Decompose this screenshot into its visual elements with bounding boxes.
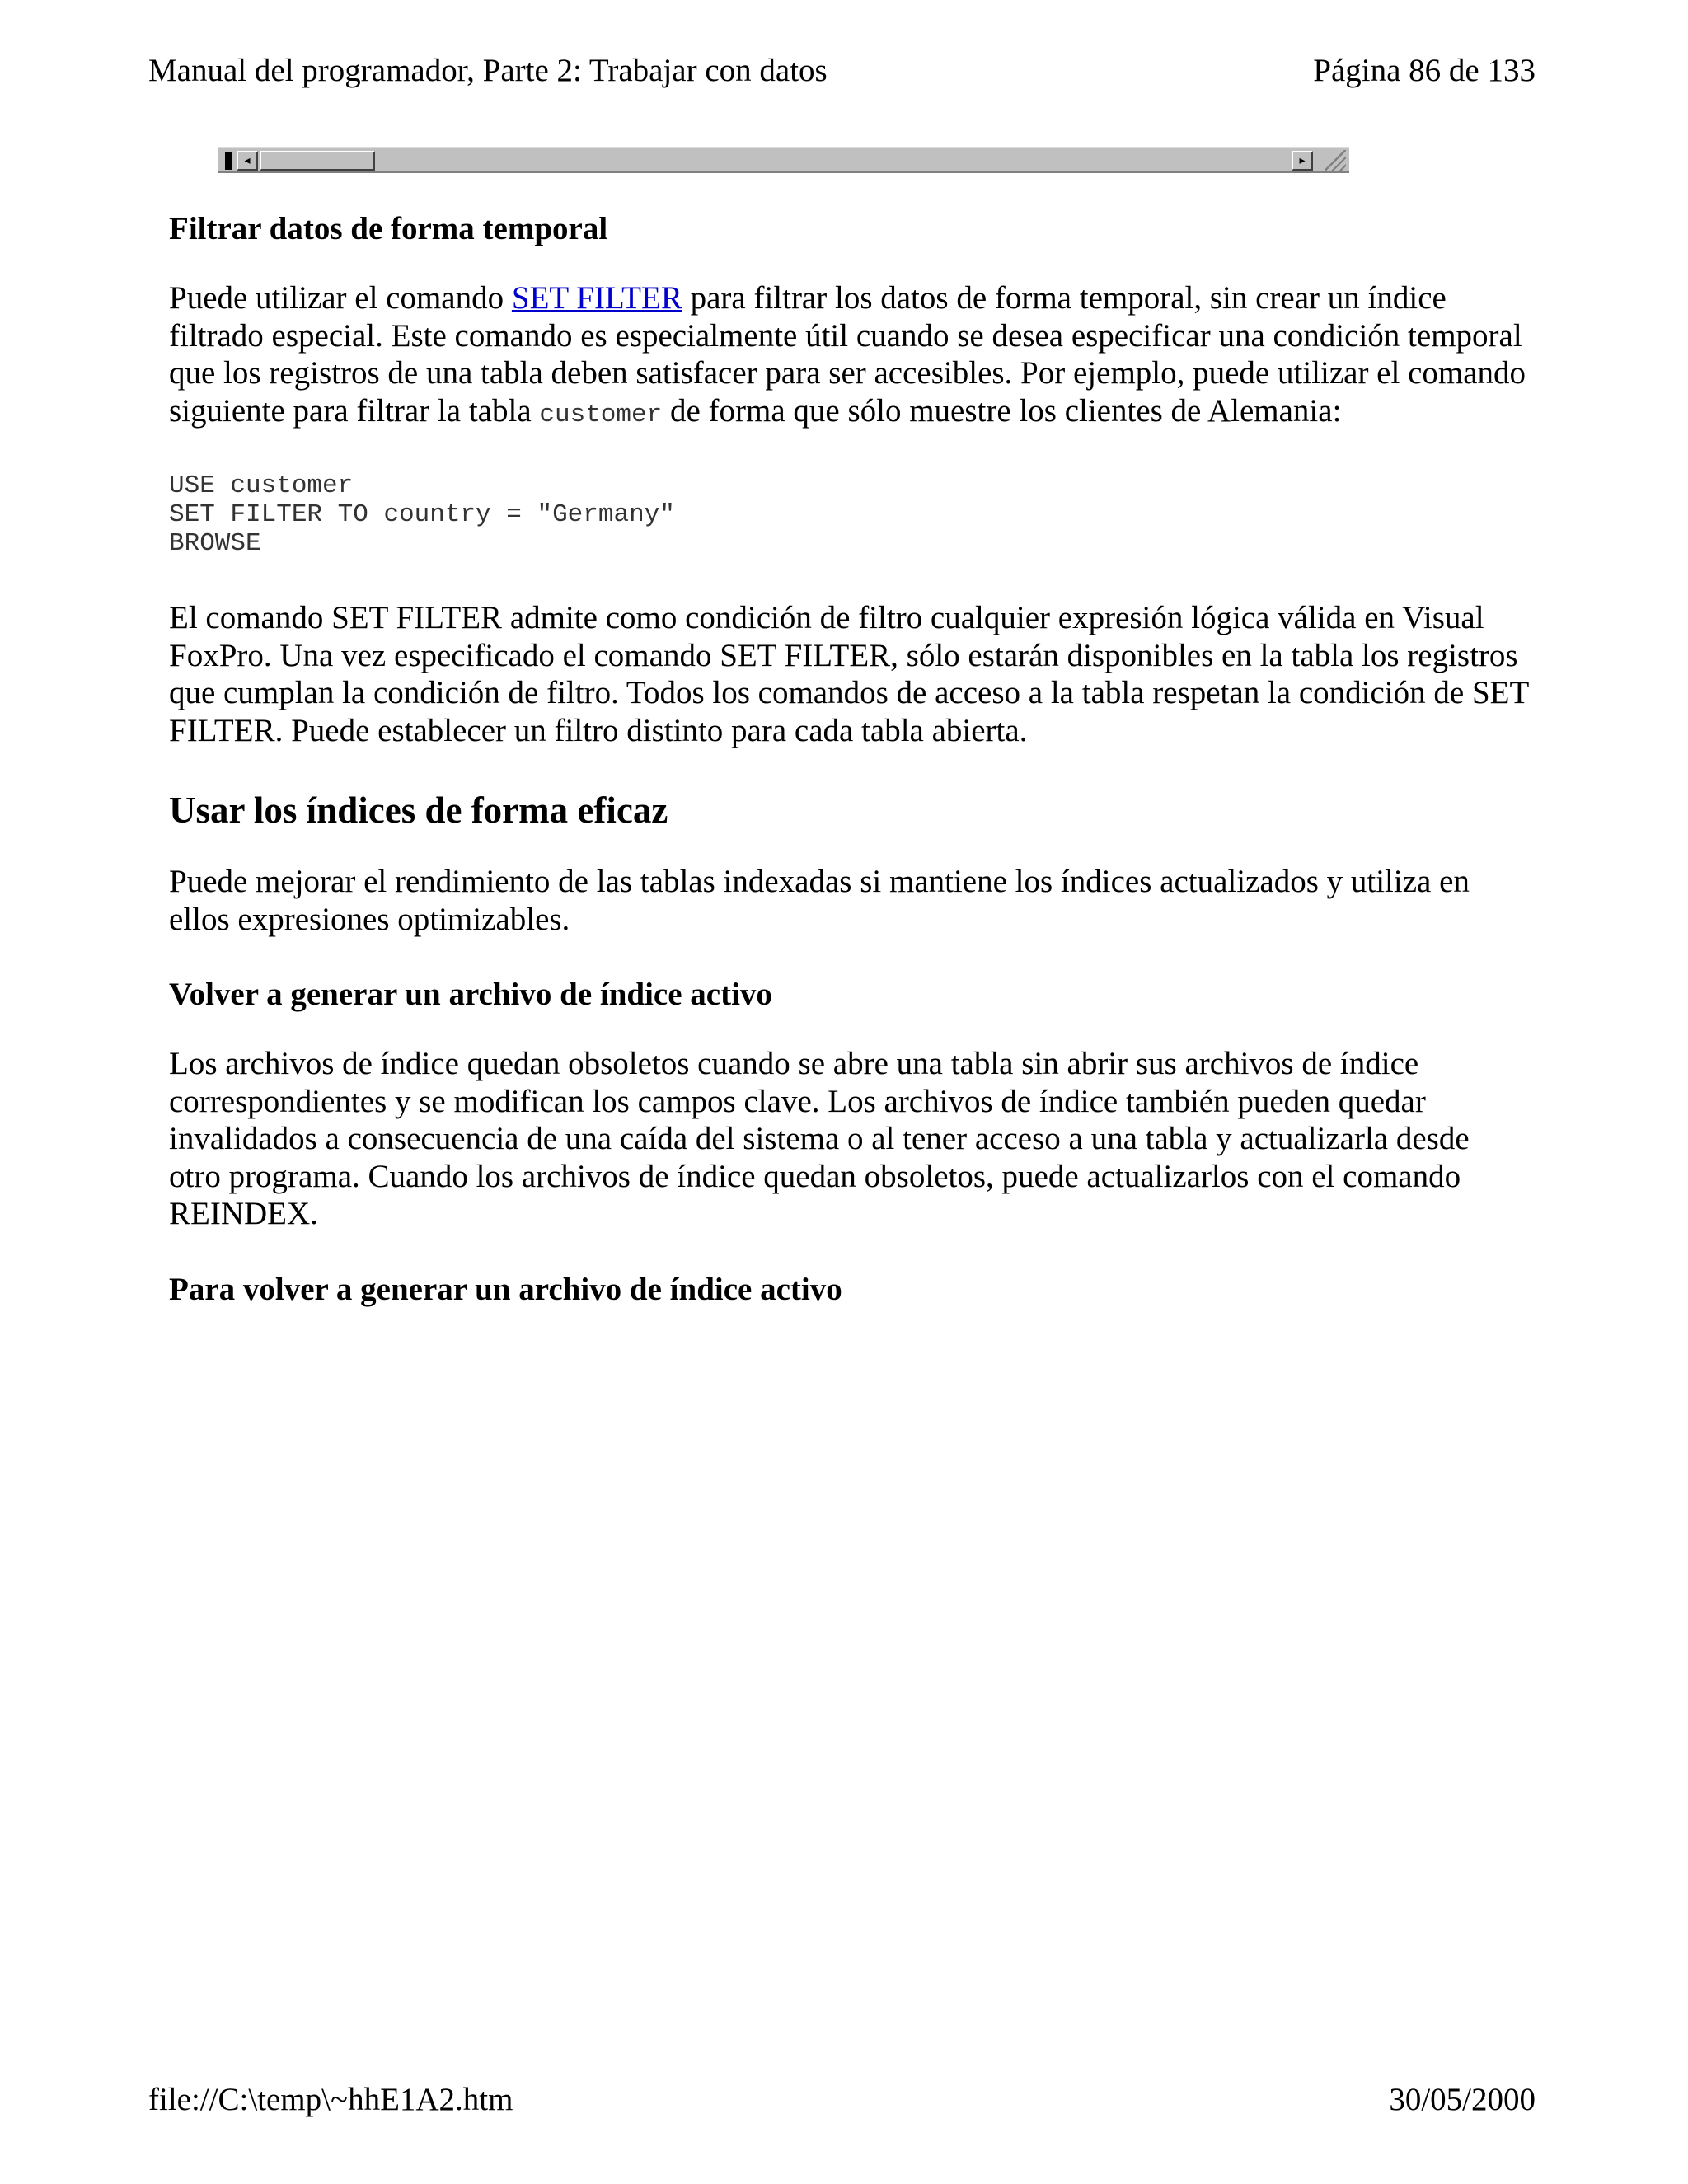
paragraph-reindex: Los archivos de índice quedan obsoletos cuando se abre una tabla sin abrir sus archivos de índice correspondientes y se modifican los campos clave. Los archivos de índice también pueden quedar invalidados a consecuencia de una caída del sistema o al tener acceso a una tabla y actualizarla desde otro programa. Cuando los archivos de índice quedan obsoletos, puede actualizarlos con el comando REINDEX. (169, 1046, 1470, 1231)
page-footer (148, 2075, 1536, 2125)
text-run: Puede utilizar el comando (169, 280, 512, 316)
section-heading-filter: Filtrar datos de forma temporal (169, 211, 608, 246)
horizontal-scrollbar[interactable] (218, 147, 1349, 173)
file-path: file://C:\temp\~hhE1A2.htm (148, 2082, 513, 2117)
print-date: 30/05/2000 (1389, 2082, 1536, 2117)
set-filter-link[interactable]: SET FILTER (511, 280, 682, 316)
page-header (148, 46, 1536, 96)
document-title: Manual del programador, Parte 2: Trabajar con datos (148, 53, 828, 88)
procedure-heading-reindex: Para volver a generar un archivo de índice activo (169, 1271, 842, 1307)
resize-grip-icon[interactable] (1325, 150, 1346, 171)
scrollbar-thumb[interactable] (260, 151, 375, 171)
paragraph-set-filter-intro (169, 279, 1529, 434)
code-block-set-filter: USE customer SET FILTER TO country = "Germany" BROWSE (169, 471, 675, 558)
inline-code-customer: customer (539, 400, 663, 429)
document-body (169, 210, 1529, 1340)
page-number: Página 86 de 133 (1313, 53, 1536, 88)
scroll-left-arrow-icon[interactable]: ◂ (237, 151, 258, 171)
paragraph-indexes-intro: Puede mejorar el rendimiento de las tablas indexadas si mantiene los índices actualizados y utiliza en ellos expresiones optimizables. (169, 864, 1470, 937)
paragraph-set-filter-details: El comando SET FILTER admite como condición de filtro cualquier expresión lógica válida en Visual FoxPro. Una vez especificado el comando SET FILTER, sólo estarán disponibles en la tabla los registros que cumplan la condición de filtro. Todos los comandos de acceso a la tabla respetan la condición de SET FILTER. Puede establecer un filtro distinto para cada tabla abierta. (169, 600, 1529, 748)
scroll-right-arrow-icon[interactable]: ▸ (1292, 151, 1313, 171)
section-heading-indexes: Usar los índices de forma eficaz (169, 790, 668, 831)
text-run: de forma que sólo muestre los clientes de Alemania: (662, 392, 1342, 429)
scrollbar-edge (225, 152, 232, 170)
text-run: para filtrar los datos de forma temporal, sin crear un índice filtrado especial. Este comando es especialmente útil cuando se desea especificar una condición temporal que los registros de una tabla deben satisfacer para ser accesibles. Por ejemplo, puede utilizar el comando siguiente para filtrar la tabla (169, 280, 1526, 429)
section-heading-reindex: Volver a generar un archivo de índice activo (169, 977, 772, 1012)
